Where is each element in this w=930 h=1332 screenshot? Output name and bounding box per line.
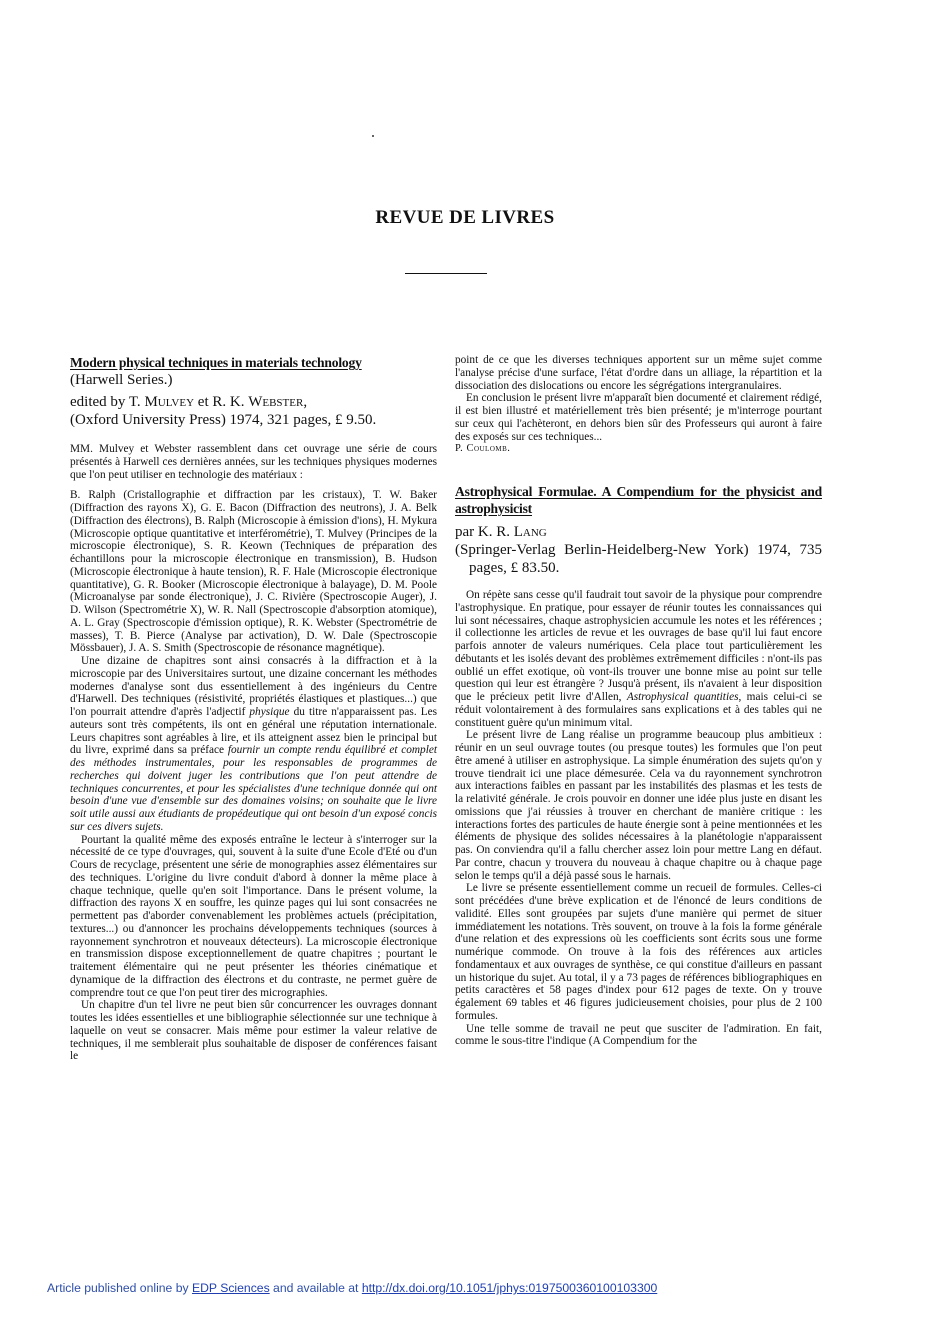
review1-publisher: (Oxford University Press) 1974, 321 pages, £ 9.50.: [70, 412, 377, 428]
review1-editor2: Webster,: [248, 394, 308, 410]
review1-paragraph-3-a: Une dizaine de chapitres sont ainsi consacrés à la diffraction et à la microscopie par des Universitaires surtout, une dizaine concernant les méthodes modernes d'analyse sont dus essentiellement à des ingénieurs du Centre d'Harwell. Des techniques (résistivité, propriétés élastiques et plastiques...) que l'on pourrait attendre d'après l'adjectif: [70, 655, 437, 718]
review2-author-prefix: par K. R.: [455, 524, 514, 540]
review1-paragraph-5-cont: point de ce que les diverses techniques apportent sur un même sujet comme l'analyse précise d'une surface, l'état d'ordre dans un alliage, la répartition et la dissociation des dislocations ou encore les ségrégations intergranulaires.: [455, 354, 822, 392]
doi-link[interactable]: http://dx.doi.org/10.1051/jphys:0197500360100103300: [361, 1281, 658, 1295]
review1-signature-name: Coulomb.: [466, 443, 511, 455]
review2-publisher: (Springer-Verlag Berlin-Heidelberg-New York) 1974, 735 pages, £ 83.50.: [455, 542, 822, 576]
review2-paragraph-4: Une telle somme de travail ne peut que susciter de l'admiration. En fait, comme le sous-titre l'indique (A Compendium for the: [455, 1022, 822, 1048]
review2-paragraph-2: Le présent livre de Lang réalise un programme beaucoup plus ambitieux : réunir en un seul ouvrage toutes (ou presque toutes) les formules que l'on peut être amené à utiliser en astrophysique. La simple énumération des sujets qu'on y trouve tiendrait ici une place démesurée. Cela va du rayonnement synchrotron aux interactions faibles en passant par les instabilités des plasmas et les tests de la relativité générale. Je crois pouvoir en donner une idée plus juste en disant les omissions que j'ai réussies à trouver en cherchant de manière critique : les interactions fortes des particules de haute énergie sont à peine mentionnées et les éléments de physique des solides nécessaires à la planétologie n'apparaissent pas. On conviendra qu'il a fallu chercher assez loin pour mettre Lang en défaut. Par contre, chacun y trouvera du nouveau à chaque chapitre ou à chaque page selon le temps qu'il a déjà passé sous le harnais.: [455, 729, 822, 882]
review1-conclusion: En conclusion le présent livre m'apparaît bien documenté et clairement rédigé, il est bien illustré et matériellement très bien présenté; je m'interroge pourtant sur ceux qui l'achèteront, en dehors bien sûr des Professeurs qui auront à faire des exposés sur ces techniques...: [455, 392, 822, 443]
review1-title: Modern physical techniques in materials technology: [70, 355, 362, 370]
review1-paragraph-3-italic: physique: [249, 706, 290, 718]
review2-paragraph-1-b: , mais celui-ci se réduit volontairement à des formulaires sans explications et à des tables qui ne constituent guère qu'un minimum vital.: [455, 691, 823, 729]
review2-paragraph-3: Le livre se présente essentiellement comme un recueil de formules. Celles-ci sont précédées d'une brève explication et de l'énoncé de leurs conditions de validité. Elles sont groupées par sujets d'une manière qui permet de situer immédiatement les notations. Très souvent, on trouve à la fois la forme générale d'une relation et des expressions où les coefficients sont écrits sous une forme numérique commode. On trouve à la fois des références aux articles fondamentaux et aux ouvrages de synthèse, ce qui constitue d'ailleurs en passant un historique du sujet. Au total, il y a 73 pages de références bibliographiques en petits caractères et 58 pages d'index pour 612 pages de texte. On y trouve également 69 tables et 46 figures judicieusement choisies, pour plus de 2 100 formules.: [455, 882, 822, 1022]
right-column: [455, 354, 822, 1048]
review1-paragraph-3: [70, 655, 437, 834]
review1-editors-prefix: edited by T.: [70, 394, 145, 410]
review1-editor1: Mulvey: [144, 394, 195, 410]
review2-author-name: Lang: [513, 524, 547, 540]
review1-preface-quote: fournir un compte rendu équilibré et complet des méthodes instrumentales, pour les responsables de programmes de recherches qui doivent juger les contributions que l'on peut attendre de techniques concurrentes, et pour les spécialistes d'une technique donnée qui ont besoin d'une vue d'ensemble sur des domaines voisins; on souhaite que le livre soit utile aussi aux étudiants de propédeutique qui ont besoin d'un exposé concis sur ces divers sujets.: [70, 744, 437, 833]
edp-sciences-link[interactable]: EDP Sciences: [191, 1281, 270, 1295]
stray-dot: [372, 135, 374, 137]
review2-paragraph-1-a: On répète sans cesse qu'il faudrait tout savoir de la physique pour comprendre l'astrophysique. En pratique, pour essayer de réunir toutes les connaissances qui lui sont nécessaires, chaque astrophysicien accumule les notes et les références ; il collectionne les articles de revue et les ouvrages de base qu'il lui faut encore parfois annoter de valeurs numériques. Cela place tout particulièrement les débutants et les isolés devant des problèmes extrêmement difficiles : n'ont-ils pas oublié un effet exotique, où vont-ils trouver une bonne mise au point sur telle question qui leur est étrangère ? Jusqu'à présent, ils n'avaient à leur disposition que le précieux petit livre d'Allen,: [455, 589, 822, 703]
review1-editors: [70, 393, 437, 411]
review1-signature: [455, 443, 822, 456]
review2-paragraph-1-italic: Astrophysical quantities: [626, 691, 739, 703]
review1-paragraph-3-b: du titre n'apparaissent pas. Les auteurs sont très compétents, ils ont en général une réputation internationale. Leurs chapitres sont agréables à lire, et ils atteignent assez bien le principal but du livre, exprimé dans sa préface: [70, 706, 438, 757]
review1-series: (Harwell Series.): [70, 372, 173, 388]
review2-author: [455, 523, 822, 541]
section-separator: [455, 456, 822, 483]
review2-paragraph-1: [455, 589, 822, 729]
review2-title: Astrophysical Formulae. A Compendium for the physicist and astrophysicist: [455, 484, 822, 516]
review1-paragraph-4: Pourtant la qualité même des exposés entraîne le lecteur à s'interroger sur la nécessité de ce type d'ouvrages, qui, souvent à la suite d'une Ecole d'Eté ou d'un Cours de recyclage, présentent une série de monographies assez élémentaires sur des techniques. L'origine du livre conduit d'abord à donner la même place à chaque technique, quelle qu'en soit l'importance. Dans le présent volume, la diffraction des rayons X en souffre, les quinze pages qui lui sont consacrées ne permettent pas d'aborder convenablement les problèmes actuels (précipitation, textures...) ou d'annoncer les prochains développements techniques (sources à rayonnement synchrotron et nouveaux détecteurs). La microscopie électronique en transmission dispose exceptionnellement de quatre chapitres ; pourtant le traitement élémentaire qui ne peut présenter les théories cinématique et dynamique de la diffraction des électrons et du contraste, ne permet guère de comprendre tout ce que l'on peut tirer des micrographies.: [70, 833, 437, 999]
page-title: REVUE DE LIVRES: [375, 207, 555, 228]
title-rule: [405, 273, 487, 274]
review1-editors-mid: et R. K.: [194, 394, 249, 410]
review1-signature-initial: P.: [455, 443, 467, 455]
footer-middle: and available at: [269, 1281, 362, 1295]
review1-paragraph-2: B. Ralph (Cristallographie et diffraction par les cristaux), T. W. Baker (Diffraction des rayons X), G. E. Bacon (Diffraction des neutrons), J. A. Belk (Diffraction des électrons), B. Ralph (Microscopie à émission d'ions), H. Mykura (Microscopie optique quantitative et interférométrie), T. Mulvey (Principes de la microscopie électronique), S. R. Keown (Techniques de préparation des échantillons pour la microscopie électronique en transmission), B. Hudson (Microscopie électronique à haute tension), R. F. Hale (Microscopie électronique quantitative), G. R. Booker (Microscopie électronique à balayage), D. M. Poole (Microanalyse par sonde électronique), J. C. Rivière (Spectroscopie Auger), J. D. Wilson (Spectrométrie X), W. R. Nall (Spectroscopie d'absorption atomique), A. L. Gray (Spectroscopie d'émission optique), R. K. Webster (Spectrométrie de masses), T. B. Pierce (Analyse par activation), D. W. Dale (Spectroscopie Mössbauer), J. A. S. Smith (Spectroscopie de résonance magnétique).: [70, 489, 438, 655]
left-column: [70, 354, 437, 1063]
review1-paragraph-5: Un chapitre d'un tel livre ne peut bien sûr concurrencer les ouvrages donnant toutes les idées essentielles et une bibliographie sélectionnée sur une technique à laquelle on veut se consacrer. Mais même pour estimer la valeur relative de techniques, il me semblerait plus souhaitable de disposer de conférences faisant le: [70, 999, 437, 1063]
review1-paragraph-1: MM. Mulvey et Webster rassemblent dans cet ouvrage une série de cours présentés à Harwell ces dernières années, sur les techniques physiques modernes que l'on peut utiliser en technologie des matériaux :: [70, 443, 437, 481]
footer-prefix: Article published online by: [47, 1281, 192, 1295]
footer: [47, 1281, 657, 1295]
